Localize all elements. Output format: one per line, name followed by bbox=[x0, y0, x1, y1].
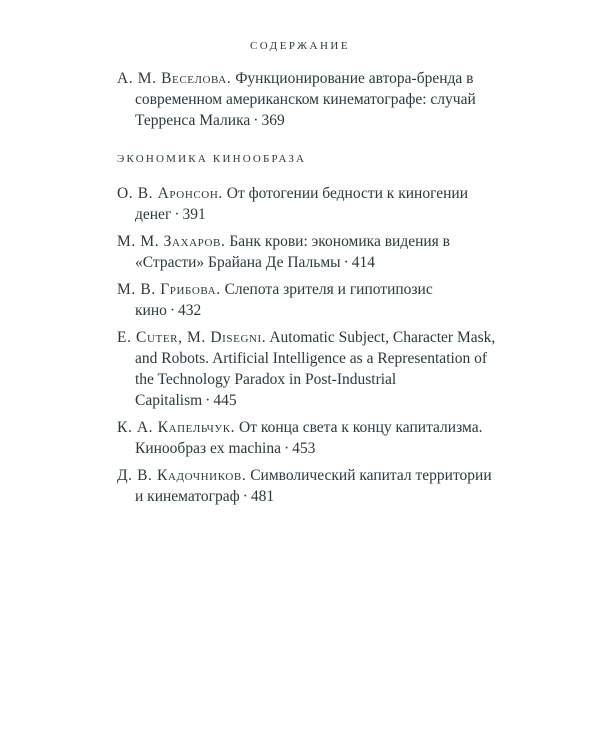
toc-separator: · bbox=[343, 254, 349, 271]
toc-author: E. Cuter, M. Disegni. bbox=[117, 329, 267, 346]
section-title: ЭКОНОМИКА КИНООБРАЗА bbox=[117, 153, 307, 165]
toc-entry-zakharov bbox=[117, 231, 497, 273]
toc-title: От фотогении бедности к киногении денег bbox=[135, 185, 468, 223]
toc-page-number: 432 bbox=[178, 302, 202, 319]
toc-page-number: 369 bbox=[261, 112, 285, 129]
toc-page-number: 391 bbox=[182, 206, 206, 223]
toc-entry-gribova bbox=[117, 279, 497, 321]
toc-page-number: 481 bbox=[250, 488, 275, 505]
table-of-contents bbox=[117, 68, 497, 513]
toc-title: Automatic Subject, Character Mask, and Robots. Artificial Intelligence as a Representation of the Technology Paradox in Post-Industrial Capitalism bbox=[135, 329, 496, 409]
toc-separator: · bbox=[283, 440, 290, 457]
toc-author: О. В. Аронсон. bbox=[117, 185, 223, 202]
toc-entry-aronson bbox=[117, 183, 497, 225]
toc-author: М. В. Грибова. bbox=[117, 281, 221, 298]
toc-author: К. А. Капельчук. bbox=[117, 419, 236, 436]
toc-author: Д. В. Кадочников. bbox=[117, 467, 247, 484]
toc-separator: · bbox=[242, 488, 248, 505]
toc-title: От конца света к концу капитализма. Кинообраз ex machina bbox=[135, 419, 483, 457]
toc-entry-veselova bbox=[117, 68, 497, 131]
toc-separator: · bbox=[169, 302, 176, 319]
toc-title: Функционирование автора-бренда в современном американском кинематографе: случай Терренса Малика bbox=[135, 70, 476, 129]
toc-page-number: 453 bbox=[292, 440, 316, 457]
toc-title: Символический капитал территории и кинематограф bbox=[135, 467, 492, 505]
running-head: СОДЕРЖАНИЕ bbox=[249, 40, 351, 52]
toc-author: М. М. Захаров. bbox=[117, 233, 226, 250]
toc-separator: · bbox=[253, 112, 259, 129]
toc-title: Банк крови: экономика видения в «Страсти» Брайана Де Пальмы bbox=[135, 233, 450, 271]
toc-page-number: 414 bbox=[351, 254, 375, 271]
toc-author: А. М. Веселова. bbox=[117, 70, 232, 87]
toc-entry-kapelchuk bbox=[117, 417, 497, 459]
toc-entry-kadochnikov bbox=[117, 465, 497, 507]
toc-separator: · bbox=[174, 206, 180, 223]
toc-title: Слепота зрителя и гипотипозис кино bbox=[135, 281, 433, 319]
toc-separator: · bbox=[205, 392, 211, 409]
toc-entry-cuter-disegni bbox=[117, 327, 497, 411]
toc-page-number: 445 bbox=[213, 392, 237, 409]
